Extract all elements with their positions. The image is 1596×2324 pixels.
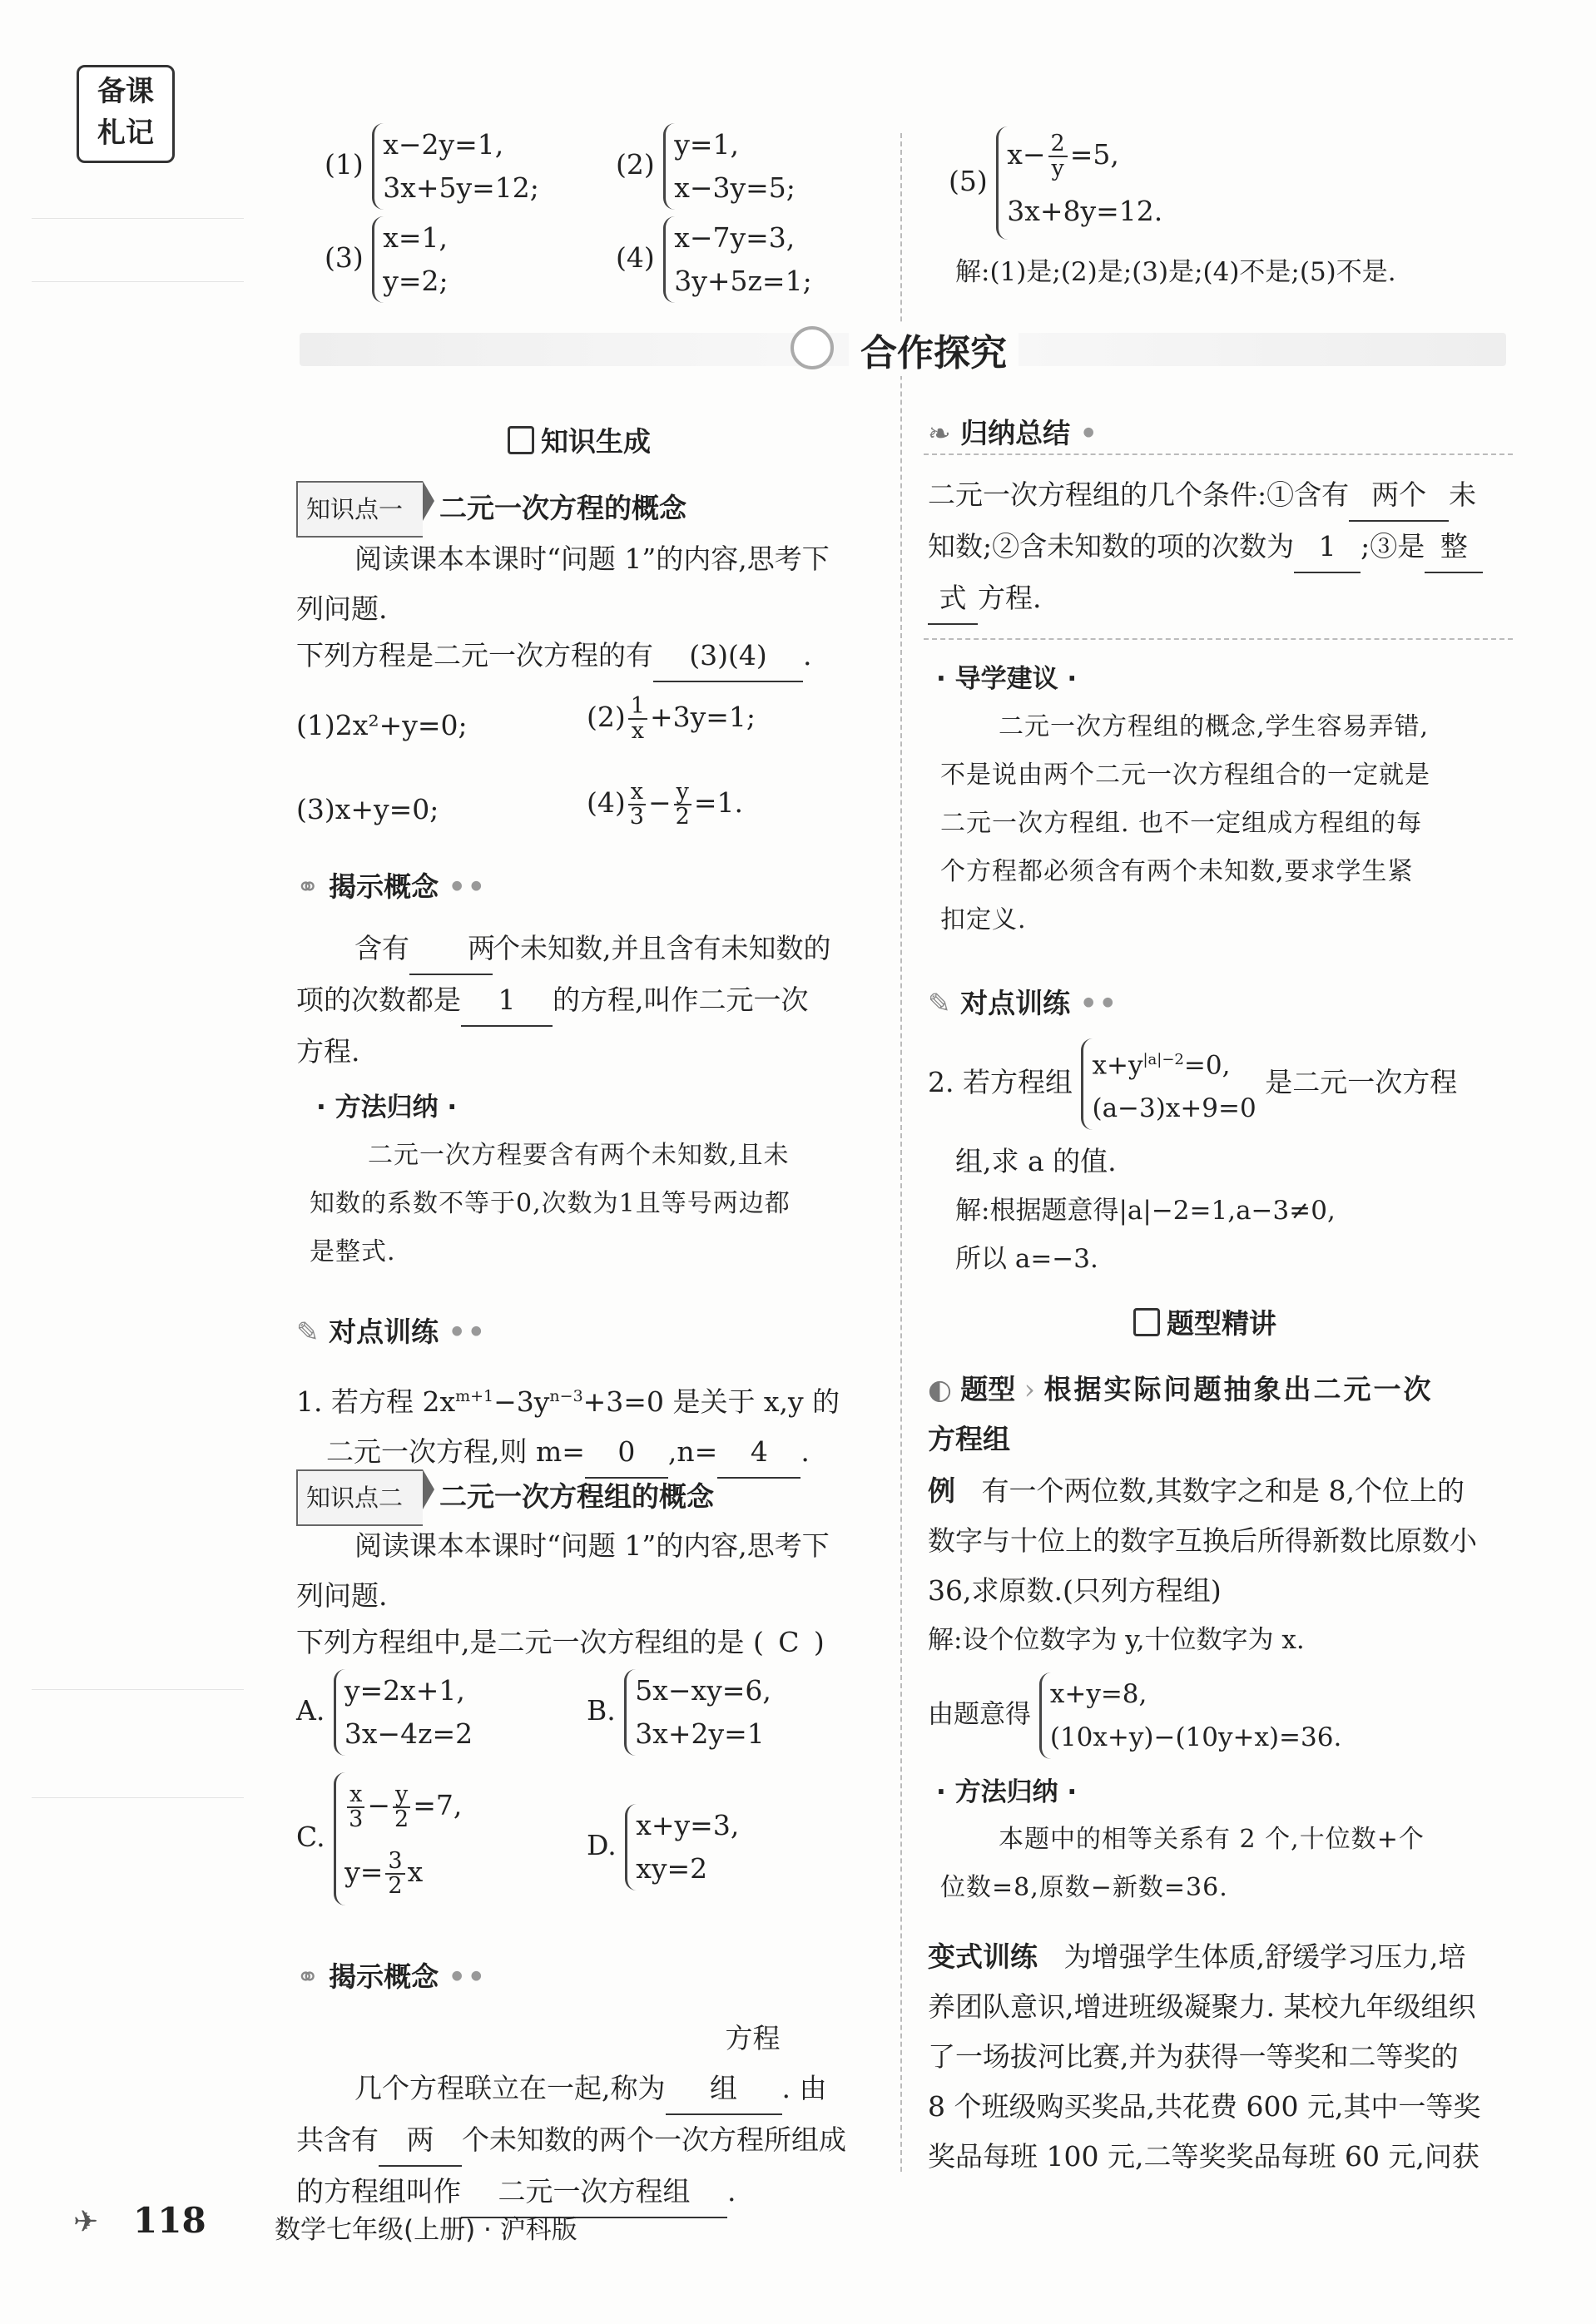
kp1-header: [296, 481, 686, 538]
kp2-question: 下列方程组中,是二元一次方程组的是 ( C ): [296, 1618, 825, 1667]
option-a: A. y=2x+1, 3x−4z=2: [296, 1669, 473, 1756]
train1-question: 1. 若方程 $2x^{m+1}-3y^{n-3}+3=0$ 是关于 x,y 的 二元一次方程,则 m= 0 ,n= 4 .: [296, 1371, 895, 1479]
top-eq-1: (1) x−2y=1, 3x+5y=12;: [325, 123, 539, 210]
train2-title: ✎ 对点训练 ••: [928, 987, 1118, 1019]
kp1-title: 二元一次方程的概念: [439, 492, 687, 524]
kp2-read: 阅读课本本课时“问题 1”的内容,思考下 列问题.: [296, 1529, 830, 1612]
variant-training: 变式训练 为增强学生体质,舒缓学习压力,培 养团队意识,增进班级凝聚力. 某校九年级组织 了一场拔河比赛,并为获得一等奖和二等奖的 8 个班级购买奖品,共花费 600 元,其中一等奖 奖品每班 100 元,二等奖奖品每班 60 元,问获: [928, 1940, 1481, 2173]
leaf-icon: ❧: [928, 417, 951, 449]
summary-body: 二元一次方程组的几个条件:①含有 两个 未 知数;②含未知数的项的次数为 1 ;③是 整 式 方程.: [928, 470, 1519, 625]
book-title: 数学七年级(上册) · 沪科版: [275, 2215, 577, 2245]
magnifier-icon: [791, 326, 834, 369]
margin-label-bottom: 札记: [97, 116, 154, 150]
example: 例 有一个两位数,其数字之和是 8,个位上的 数字与十位上的数字互换后所得新数比原数小 36,求原数.(只列方程组): [928, 1474, 1477, 1607]
summary-title: ❧ 归纳总结 •: [928, 417, 1099, 449]
method2-body: 本题中的相等关系有 2 个,十位数+个 位数=8,原数−新数=36.: [940, 1825, 1425, 1902]
top-eq-3: (3) x=1, y=2;: [325, 216, 449, 303]
book-icon: [508, 426, 534, 454]
eq-number: (5): [949, 165, 988, 197]
train2-solution: 解:根据题意得|a|−2=1,a−3≠0, 所以 a=−3.: [955, 1196, 1336, 1274]
pencil-icon: ✎: [928, 987, 951, 1019]
kp1-answer-blank: (3)(4): [653, 631, 803, 682]
type-icon: ◐: [928, 1373, 952, 1405]
kp1-option-3: (3)x+y=0;: [296, 793, 439, 825]
margin-notes-box: [77, 65, 175, 163]
guide-body: 二元一次方程组的概念,学生容易弄错, 不是说由两个二元一次方程组合的一定就是 二元一次方程组. 也不一定组成方程组的每 个方程都必须含有两个未知数,要求学生紧 扣定义.: [940, 712, 1430, 934]
kp1-option-1: (1)2x²+y=0;: [296, 709, 468, 741]
train2-question: 2. 若方程组 $x+y^{|a|-2}=0$, (a−3)x+9=0 是二元一次方程: [928, 1038, 1527, 1130]
kp1-option-4: (4) $\frac{x}{3}$ − $\frac{y}{2}$ =1.: [587, 779, 744, 830]
reveal2-title: ⚭ 揭示概念 ••: [296, 1960, 487, 1993]
margin-rule: [32, 281, 244, 282]
top-answer: 解:(1)是;(2)是;(3)是;(4)不是;(5)不是.: [955, 257, 1396, 287]
margin-rule: [32, 218, 244, 219]
kp2-answer: C: [778, 1626, 800, 1658]
right-subtitle: 题型精讲: [1133, 1302, 1276, 1341]
top-eq-5: (5) x− $\frac{2}{y}$ =5, 3x+8y=12.: [949, 126, 1162, 240]
train1-title: ✎ 对点训练 ••: [296, 1316, 487, 1348]
example-solution-1: 解:设个位数字为 y,十位数字为 x.: [928, 1625, 1305, 1655]
margin-label-top: 备课: [97, 75, 154, 108]
kp2-header: [296, 1469, 714, 1526]
kp2-title: 二元一次方程组的概念: [439, 1480, 715, 1513]
concept2: 几个方程联立在一起,称为方程组 . 由 共含有 两 个未知数的两个一次方程所组成 的方程组叫作 二元一次方程组 .: [296, 2014, 895, 2218]
top-eq-4: (4) x−7y=3, 3y+5z=1;: [616, 216, 812, 303]
method2-title: · 方法归纳 ·: [936, 1777, 1078, 1807]
example-solution-2: 由题意得 x+y=8, (10x+y)−(10y+x)=36.: [928, 1672, 1341, 1759]
section-title: 合作探究: [849, 323, 1019, 376]
train2-q2: 组,求 a 的值.: [955, 1145, 1117, 1177]
method1-body: 二元一次方程要含有两个未知数,且未 知数的系数不等于0,次数为1且等号两边都 是整式.: [310, 1141, 791, 1266]
kp2-tag: 知识点二: [296, 1469, 423, 1526]
margin-rule: [32, 1689, 244, 1690]
kp1-option-2: (2) $\frac{1}{x}$ +3y=1;: [587, 693, 756, 744]
method1-title: · 方法归纳 ·: [316, 1093, 458, 1122]
top-eq-2: (2) y=1, x−3y=5;: [616, 123, 796, 210]
kp1-tag: 知识点一: [296, 481, 423, 538]
option-c: C. $\frac{x}{3}$ − $\frac{y}{2}$ =7, y= $\frac{3}{2}$ x: [296, 1772, 462, 1905]
notebook-icon: [1133, 1308, 1160, 1336]
eq-number: (2): [616, 148, 655, 181]
footer-arrow-icon: ✈: [73, 2205, 99, 2239]
type-header: ◐ 题型 › 根据实际问题抽象出二元一次 方程组: [928, 1373, 1434, 1455]
kp1-question: 下列方程是二元一次方程的有 (3)(4) .: [296, 631, 812, 682]
eq-number: (4): [616, 241, 655, 274]
pencil-icon: ✎: [296, 1316, 320, 1348]
reveal1-title: ⚭ 揭示概念 ••: [296, 870, 487, 903]
guide-title: · 导学建议 ·: [936, 664, 1078, 694]
column-divider: [900, 133, 902, 2172]
left-subtitle: 知识生成: [508, 420, 651, 459]
link-icon: ⚭: [296, 1960, 320, 1993]
kp1-read: 阅读课本本课时“问题 1”的内容,思考下 列问题.: [296, 543, 830, 625]
page-number: 118: [133, 2200, 206, 2241]
concept1: 含有 两个未知数,并且含有未知数的 项的次数都是 1 的方程,叫作二元一次 方程.: [296, 924, 879, 1077]
eq-number: (1): [325, 148, 364, 181]
margin-rule: [32, 1797, 244, 1798]
option-b: B. 5x−xy=6, 3x+2y=1: [587, 1669, 771, 1756]
eq-number: (3): [325, 241, 364, 274]
link-icon: ⚭: [296, 870, 320, 903]
option-d: D. x+y=3, xy=2: [587, 1804, 739, 1890]
